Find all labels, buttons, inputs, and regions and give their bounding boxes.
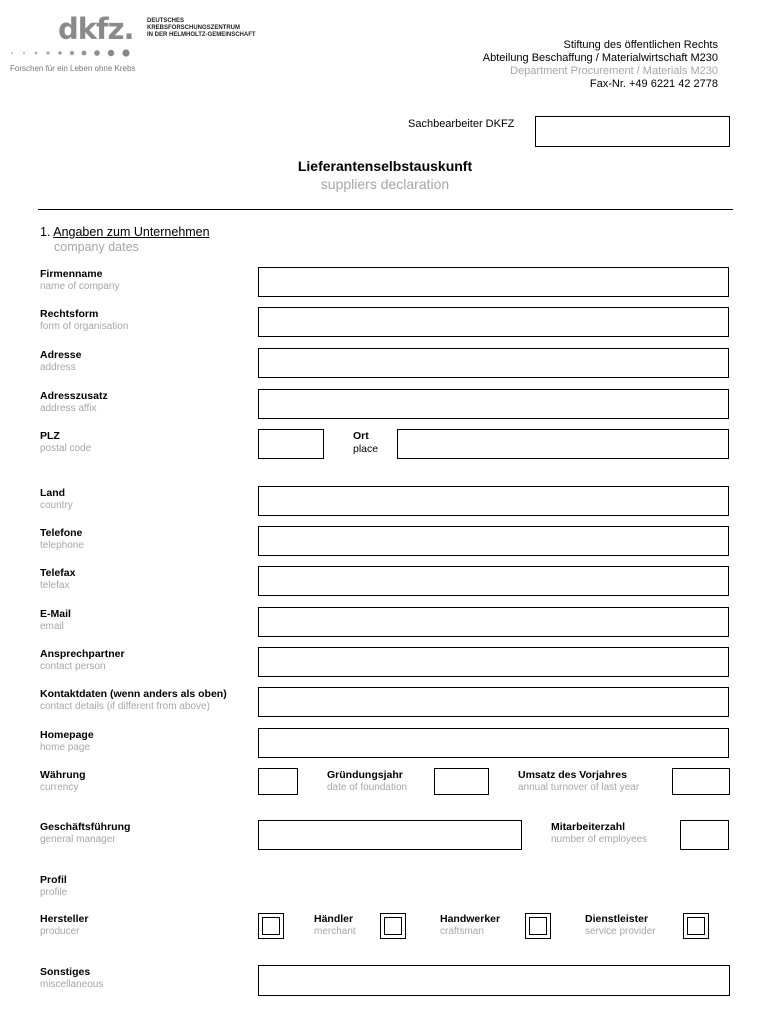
divider: [38, 209, 733, 210]
dienstleister-sublabel: service provider: [585, 926, 656, 937]
gruendungsjahr-label: Gründungsjahr: [327, 769, 403, 781]
adresse-label: Adresse: [40, 349, 82, 361]
dienstleister-checkbox[interactable]: [683, 913, 709, 939]
form-subtitle: suppliers declaration: [320, 176, 450, 192]
ort-input[interactable]: [397, 429, 729, 459]
section-title: Angaben zum Unternehmen: [53, 225, 210, 239]
hersteller-sublabel: producer: [40, 926, 80, 937]
hersteller-checkbox[interactable]: [258, 913, 284, 939]
handwerker-sublabel: craftsman: [440, 926, 484, 937]
handwerker-label: Handwerker: [440, 913, 501, 925]
clerk-input[interactable]: [535, 116, 730, 147]
waehrung-sublabel: currency: [40, 782, 79, 793]
firmenname-input[interactable]: [258, 267, 729, 297]
mitarbeiterzahl-input[interactable]: [680, 820, 729, 850]
dienstleister-label: Dienstleister: [585, 913, 649, 925]
header-line2: Abteilung Beschaffung / Materialwirtschaft M230: [482, 52, 718, 64]
telefone-input[interactable]: [258, 526, 729, 556]
profil-sublabel: profile: [40, 887, 68, 898]
geschaeftsfuehrung-label: Geschäftsführung: [40, 821, 131, 833]
section-subtitle: company dates: [54, 240, 139, 254]
header-fax: Fax-Nr. +49 6221 42 2778: [589, 78, 718, 90]
waehrung-label: Währung: [40, 769, 86, 781]
ort-label: Ort: [353, 430, 369, 442]
geschaeftsfuehrung-input[interactable]: [258, 820, 522, 850]
kontaktdaten-label: Kontaktdaten (wenn anders als oben): [40, 688, 227, 700]
umsatz-sublabel: annual turnover of last year: [518, 782, 640, 793]
adresse-input[interactable]: [258, 348, 729, 378]
haendler-label: Händler: [314, 913, 354, 925]
sonstiges-sublabel: miscellaneous: [40, 979, 104, 990]
land-sublabel: country: [40, 500, 73, 511]
telefone-label: Telefone: [40, 527, 83, 539]
telefone-sublabel: telephone: [40, 540, 84, 551]
geschaeftsfuehrung-sublabel: general manager: [40, 834, 116, 845]
logo-organization-name: [147, 18, 256, 39]
plz-label: PLZ: [40, 430, 60, 442]
form-title: Lieferantenselbstauskunft: [297, 158, 473, 174]
sonstiges-label: Sonstiges: [40, 966, 91, 978]
profil-label: Profil: [40, 874, 67, 886]
umsatz-label: Umsatz des Vorjahres: [518, 769, 627, 781]
logo-org-line1: DEUTSCHES: [147, 18, 185, 24]
homepage-sublabel: home page: [40, 742, 91, 753]
logo-org-line3: IN DER HELMHOLTZ-GEMEINSCHAFT: [147, 32, 256, 38]
logo-dots-icon: [10, 48, 140, 58]
email-sublabel: email: [40, 621, 64, 632]
land-label: Land: [40, 487, 66, 499]
homepage-input[interactable]: [258, 728, 729, 758]
adresszusatz-input[interactable]: [258, 389, 729, 419]
hersteller-label: Hersteller: [40, 913, 89, 925]
dkfz-logo: dkfz.: [58, 12, 134, 46]
haendler-checkbox[interactable]: [380, 913, 406, 939]
header-line1: Stiftung des öffentlichen Rechts: [563, 39, 718, 51]
adresszusatz-sublabel: address affix: [40, 403, 97, 414]
rechtsform-input[interactable]: [258, 307, 729, 337]
handwerker-checkbox[interactable]: [525, 913, 551, 939]
rechtsform-sublabel: form of organisation: [40, 321, 129, 332]
haendler-sublabel: merchant: [314, 926, 356, 937]
logo-org-line2: KREBSFORSCHUNGSZENTRUM: [147, 25, 240, 31]
gruendungsjahr-input[interactable]: [434, 768, 489, 795]
ansprechpartner-label: Ansprechpartner: [40, 648, 125, 660]
telefax-sublabel: telefax: [40, 580, 70, 591]
waehrung-input[interactable]: [258, 768, 298, 795]
ort-sublabel: place: [353, 443, 379, 455]
section-heading: [40, 225, 210, 239]
section-number: 1.: [40, 225, 51, 239]
header-line3: Department Procurement / Materials M230: [510, 65, 718, 77]
homepage-label: Homepage: [40, 729, 94, 741]
sonstiges-input[interactable]: [258, 965, 730, 996]
rechtsform-label: Rechtsform: [40, 308, 99, 320]
ansprechpartner-input[interactable]: [258, 647, 729, 677]
umsatz-input[interactable]: [672, 768, 730, 795]
mitarbeiterzahl-label: Mitarbeiterzahl: [551, 821, 626, 833]
clerk-label: Sachbearbeiter DKFZ: [408, 118, 515, 130]
plz-sublabel: postal code: [40, 443, 92, 454]
email-label: E-Mail: [40, 608, 71, 620]
kontaktdaten-sublabel: contact details (if different from above): [40, 701, 210, 712]
plz-input[interactable]: [258, 429, 324, 459]
adresse-sublabel: address: [40, 362, 76, 373]
firmenname-label: Firmenname: [40, 268, 103, 280]
mitarbeiterzahl-sublabel: number of employees: [551, 834, 648, 845]
firmenname-sublabel: name of company: [40, 281, 120, 292]
email-input[interactable]: [258, 607, 729, 637]
logo-tagline: Forschen für ein Leben ohne Krebs: [10, 64, 136, 73]
adresszusatz-label: Adresszusatz: [40, 390, 108, 402]
kontaktdaten-input[interactable]: [258, 687, 729, 717]
land-input[interactable]: [258, 486, 729, 516]
telefax-label: Telefax: [40, 567, 76, 579]
telefax-input[interactable]: [258, 566, 729, 596]
ansprechpartner-sublabel: contact person: [40, 661, 106, 672]
gruendungsjahr-sublabel: date of foundation: [327, 782, 408, 793]
